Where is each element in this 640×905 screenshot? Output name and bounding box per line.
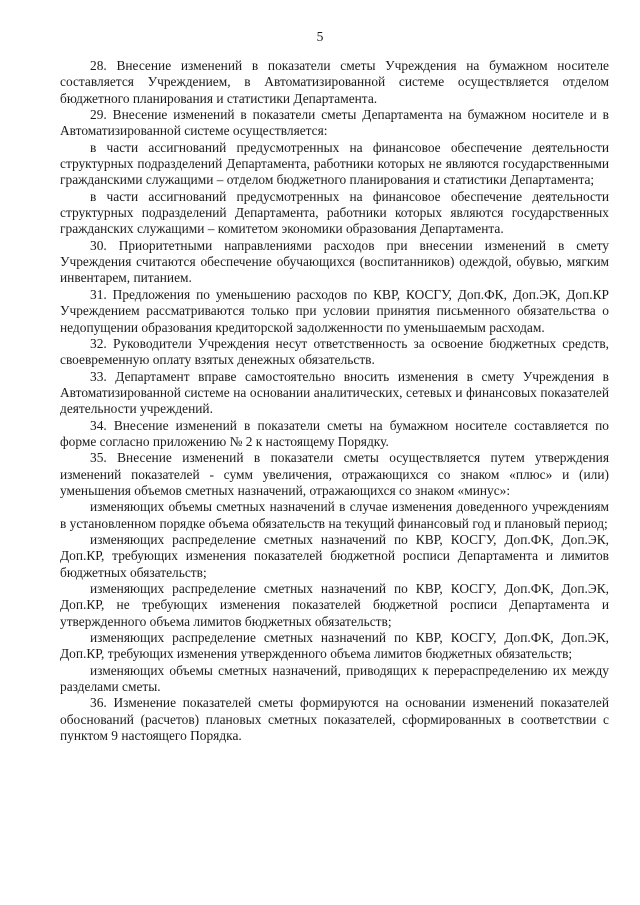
- paragraph-35-item-1: изменяющих объемы сметных назначений в случае изменения доведенного учреждениям в установленном порядке объема обязательств на текущий финансовый год и плановый период;: [60, 499, 609, 531]
- page-number: 5: [316, 29, 324, 44]
- paragraph-29-item-2: в части ассигнований предусмотренных на финансовое обеспечение деятельности структурных подразделений Департамента, работники которых являются государственных гражданских служащими – комитетом экономики образования Департамента.: [60, 188, 609, 237]
- paragraph-32: 32. Руководители Учреждения несут ответственность за освоение бюджетных средств, своевременную оплату взятых денежных обязательств.: [60, 335, 609, 368]
- paragraph-35-item-4: изменяющих распределение сметных назначений по КВР, КОСГУ, Доп.ФК, Доп.ЭК, Доп.КР, требующих изменения утвержденного объема лимитов бюджетных обязательств;: [60, 630, 609, 662]
- paragraph-29-item-1: в части ассигнований предусмотренных на финансовое обеспечение деятельности структурных подразделений Департамента, работники которых не являются государственными гражданскими служащими – отделом бюджетного планирования и статистики Департамента;: [60, 139, 609, 188]
- paragraph-31: 31. Предложения по уменьшению расходов по КВР, КОСГУ, Доп.ФК, Доп.ЭК, Доп.КР Учреждением рассматриваются только при условии принятия письменного обязательства о недопущении образования кредиторской задолженности по уменьшаемым расходам.: [60, 286, 609, 335]
- paragraph-34: 34. Внесение изменений в показатели сметы на бумажном носителе составляется по форме согласно приложению № 2 к настоящему Порядку.: [60, 417, 609, 449]
- document-body: [60, 58, 609, 744]
- paragraph-35-item-5: изменяющих объемы сметных назначений, приводящих к перераспределению их между разделами сметы.: [60, 662, 609, 695]
- paragraph-28: 28. Внесение изменений в показатели сметы Учреждения на бумажном носителе составляется Учреждением, в Автоматизированной системе осуществляется отделом бюджетного планирования и статистики Департамента.: [60, 58, 609, 106]
- paragraph-35: 35. Внесение изменений в показатели сметы осуществляется путем утверждения изменений показателей - сумм увеличения, отражающихся со знаком «плюс» и (или) уменьшения объемов сметных назначений, отражающихся со знаком «минус»:: [60, 450, 609, 498]
- paragraph-36: 36. Изменение показателей сметы формируются на основании изменений показателей обоснований (расчетов) плановых сметных показателей, сформированных в соответствии с пунктом 9 настоящего Порядка.: [60, 695, 609, 744]
- paragraph-35-item-3: изменяющих распределение сметных назначений по КВР, КОСГУ, Доп.ФК, Доп.ЭК, Доп.КР, не требующих изменения показателей бюджетной росписи Департамента и утвержденного объема лимитов бюджетных обязательств;: [60, 581, 609, 629]
- paragraph-33: 33. Департамент вправе самостоятельно вносить изменения в смету Учреждения в Автоматизированной системе на основании аналитических, сетевых и финансовых показателей деятельности учреждений.: [60, 368, 609, 417]
- paragraph-35-item-2: изменяющих распределение сметных назначений по КВР, КОСГУ, Доп.ФК, Доп.ЭК, Доп.КР, требующих изменения показателей бюджетной росписи Департамента и лимитов бюджетных обязательств;: [60, 531, 609, 580]
- paragraph-30: 30. Приоритетными направлениями расходов при внесении изменений в смету Учреждения считаются обеспечение обучающихся (воспитанников) одеждой, обувью, мягким инвентарем, питанием.: [60, 237, 609, 286]
- paragraph-29: 29. Внесение изменений в показатели сметы Департамента на бумажном носителе и в Автоматизированной системе осуществляется:: [60, 107, 609, 139]
